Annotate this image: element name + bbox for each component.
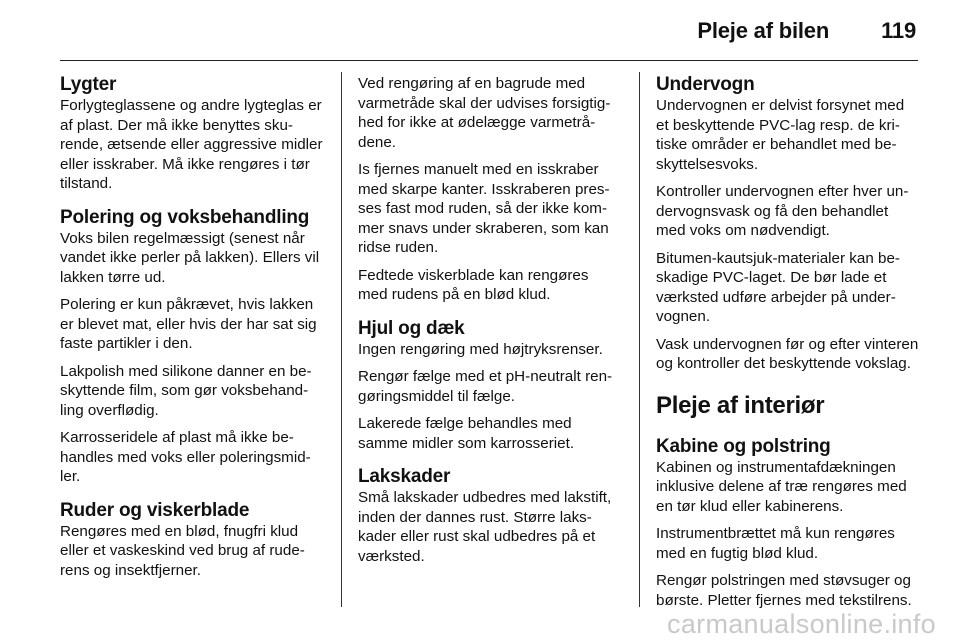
paragraph: Polering er kun påkrævet, hvis lakken er blevet mat, eller hvis der har sat sig faste partikler i den. [60,296,317,352]
section-hjul [358,318,622,454]
chapter-title: Pleje af interiør [656,391,825,419]
section-lakskader [358,466,622,566]
heading-kabine: Kabine og polstring [656,435,831,457]
page-header [697,18,916,44]
paragraph: Kontroller undervognen efter hver undervognsvask og få den behandlet med voks om nødvendigt. [656,183,909,239]
column-divider-1 [341,72,342,607]
section-ruder-continued [358,74,622,305]
section-lygter [60,74,324,194]
section-undervogn [656,74,920,374]
section-kabine [656,436,920,611]
column-2 [358,74,622,579]
heading-hjul: Hjul og dæk [358,317,465,339]
paragraph: Rengør fælge med et pH-neutralt rengøringsmiddel til fælge. [358,368,613,405]
paragraph: Undervognen er delvist forsynet med et beskyttende PVC-lag resp. de kritiske områder er behandlet med beskyttelsesvoks. [656,97,905,173]
paragraph: Ved rengøring af en bagrude med varmetråde skal der udvises forsigtighed for ikke at ødelægge varmetrådene. [358,75,611,151]
paragraph: Vask undervognen før og efter vinteren og kontroller det beskyttende vokslag. [656,335,919,372]
paragraph: Ingen rengøring med højtryksrenser. [358,340,603,358]
column-1 [60,74,324,593]
watermark: carmanualsonline.info [667,609,936,639]
paragraph: Rengør polstringen med støvsuger og børste. Pletter fjernes med tekstilrens. [656,572,912,609]
header-rule [60,60,918,61]
heading-undervogn: Undervogn [656,74,755,95]
page-number: 119 [881,18,916,43]
section-ruder [60,500,324,581]
paragraph: Lakpolish med silikone danner en beskyttende film, som gør voksbehandling overflødig. [60,362,312,419]
paragraph: Fedtede viskerblade kan rengøres med rudens på en blød klud. [358,266,589,303]
paragraph: Kabinen og instrumentafdækningen inklusive delene af træ rengøres med en tør klud eller kabinerens. [656,458,907,515]
header-title: Pleje af bilen [697,18,830,43]
paragraph: Voks bilen regelmæssigt (senest når vandet ikke perler på lakken). Ellers vil lakken tørre ud. [60,229,320,286]
paragraph: Forlygteglassene og andre lygteglas er af plast. Der må ikke benyttes skurende, ætsende eller aggressive midler eller isskraber. Må ikke rengøres i tør tilstand. [60,97,323,192]
paragraph: Karrosseridele af plast må ikke behandles med voks eller poleringsmidler. [60,429,311,485]
paragraph: Bitumen-kautsjuk-materialer kan beskadige PVC-laget. De bør lade et værksted udføre arbejder på undervognen. [656,249,900,325]
paragraph: Rengøres med en blød, fnugfri klud eller et vaskeskind ved brug af ruderens og insektfjerner. [60,522,305,579]
paragraph: Små lakskader udbedres med lakstift, inden der dannes rust. Større lakskader eller rust skal udbedres på et værksted. [358,489,612,565]
column-3 [656,74,920,623]
paragraph: Instrumentbrættet må kun rengøres med en fugtig blød klud. [656,525,895,562]
heading-lygter: Lygter [60,74,117,95]
column-divider-2 [639,72,640,607]
paragraph: Lakerede fælge behandles med samme midler som karrosseriet. [358,415,575,452]
heading-lakskader: Lakskader [358,466,451,487]
heading-ruder: Ruder og viskerblade [60,499,250,521]
paragraph: Is fjernes manuelt med en isskraber med skarpe kanter. Isskraberen presses fast mod ruden, så der ikke kommer snavs under skraberen, som kan ridse ruden. [358,161,610,256]
section-polering [60,207,324,487]
heading-polering: Polering og voksbehandling [60,206,310,228]
